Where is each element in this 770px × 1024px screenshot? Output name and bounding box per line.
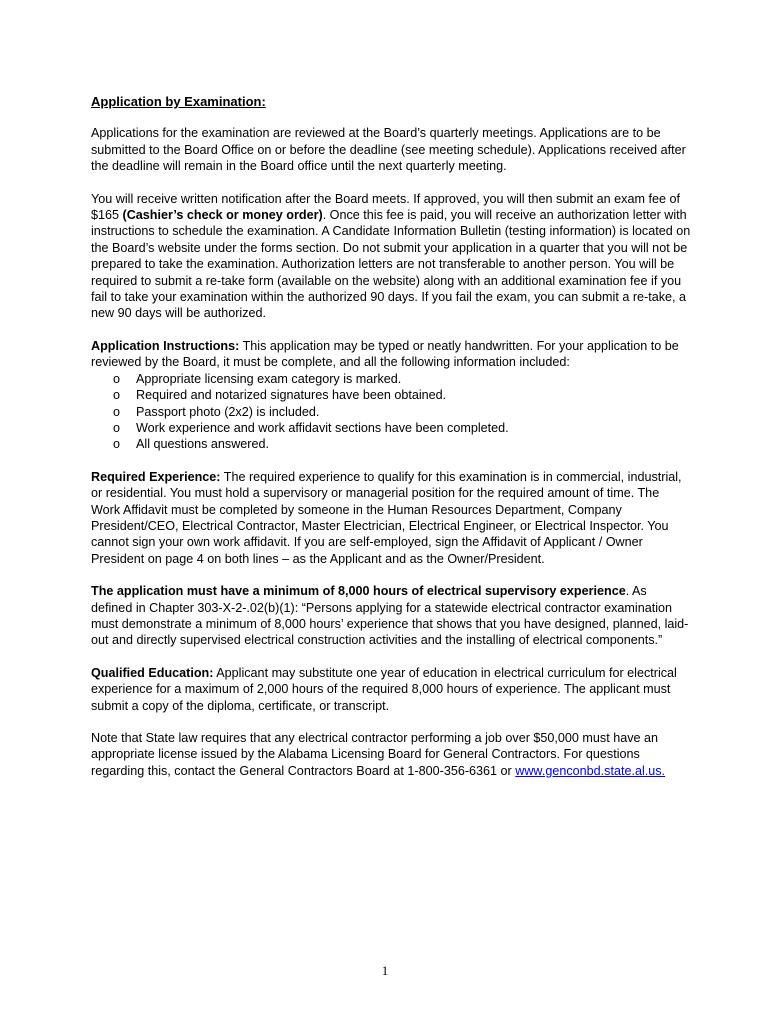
education-text: Applicant may substitute one year of education in electrical curriculum for electrical experience for a maximum of 2,000 hours of the required 8,000 hours of experience. The applicant must submit a copy of the diploma, certificate, or transcript. (91, 665, 677, 713)
notification-paragraph (91, 191, 691, 322)
bullet-icon: o (113, 437, 121, 452)
bullet-icon: o (113, 388, 121, 403)
hours-paragraph (91, 583, 691, 649)
requirements-list (91, 371, 691, 453)
bullet-icon: o (113, 404, 121, 419)
review-paragraph: Applications for the examination are reviewed at the Board’s quarterly meetings. Applications are to be submitted to the Board Office on or before the deadline (see meeting schedule). Applications received after the deadline will remain in the Board office until the next quarterly meeting. (91, 126, 686, 174)
board-website-link[interactable]: www.genconbd.state.al.us. (515, 763, 666, 778)
experience-paragraph (91, 469, 691, 567)
list-item-text: Appropriate licensing exam category is marked. (136, 371, 402, 386)
list-item (113, 436, 691, 452)
document-body (91, 94, 691, 795)
instructions-text: This application may be typed or neatly handwritten. For your application to be reviewed by the Board, it must be complete, and all the following information included: (91, 338, 679, 370)
notification-text-end: . Once this fee is paid, you will receive an authorization letter with instructions to schedule the examination. A Candidate Information Bulletin (testing information) is located on the Board’s website under the forms section. Do not submit your application in a quarter that you will not be prepared to take the examination. Authorization letters are not transferable to another person. You will be required to submit a re-take form (available on the website) along with an additional examination fee if you fail to take your examination within the authorized 90 days. If you fail the exam, you can submit a re-take, a new 90 days will be authorized. (91, 208, 691, 321)
experience-label: Required Experience: (91, 469, 221, 484)
payment-method-text: (Cashier’s check or money order) (122, 208, 323, 223)
note-paragraph (91, 730, 691, 779)
list-item-text: Work experience and work affidavit sections have been completed. (136, 420, 509, 435)
bullet-icon: o (113, 420, 121, 435)
bullet-icon: o (113, 371, 121, 386)
list-item (113, 404, 691, 420)
instructions-label: Application Instructions: (91, 338, 240, 353)
notification-text-start: You will receive written notification after the Board meets. If approved, you will then submit an exam fee of $165 (91, 191, 680, 223)
page-number: 1 (381, 963, 389, 978)
hours-requirement: The application must have a minimum of 8,000 hours of electrical supervisory experience (91, 584, 626, 599)
list-item-text: All questions answered. (136, 437, 270, 452)
education-label: Qualified Education: (91, 665, 214, 680)
hours-text: . As defined in Chapter 303-X-2-.02(b)(1): “Persons applying for a statewide electrical contractor examination must demonstrate a minimum of 8,000 hours’ experience that shows that you have designed, planned, laid-out and directly supervised electrical construction activities and the installing of electrical components.” (91, 584, 689, 648)
list-item (113, 371, 691, 387)
instructions-section (91, 338, 691, 453)
note-text: Note that State law requires that any electrical contractor performing a job over $50,000 must have an appropriate license issued by the Alabama Licensing Board for General Contractors. For questions regarding this, contact the General Contractors Board at 1-800-356-6361 or (91, 731, 659, 778)
instructions-paragraph (91, 338, 691, 371)
education-paragraph (91, 665, 691, 714)
section-heading: Application by Examination: (91, 94, 266, 109)
list-item-text: Passport photo (2x2) is included. (136, 404, 320, 419)
list-item (113, 420, 691, 436)
experience-text: The required experience to qualify for this examination is in commercial, industrial, or residential. You must hold a supervisory or managerial position for the required amount of time. The Work Affidavit must be completed by someone in the Human Resources Department, Company President/CEO, Electrical Contractor, Master Electrician, Electrical Engineer, or Electrical Inspector. You cannot sign your own work affidavit. If you are self-employed, sign the Affidavit of Applicant / Owner President on page 4 on both lines – as the Applicant and as the Owner/President. (91, 469, 682, 566)
list-item (113, 387, 691, 403)
list-item-text: Required and notarized signatures have been obtained. (136, 388, 447, 403)
